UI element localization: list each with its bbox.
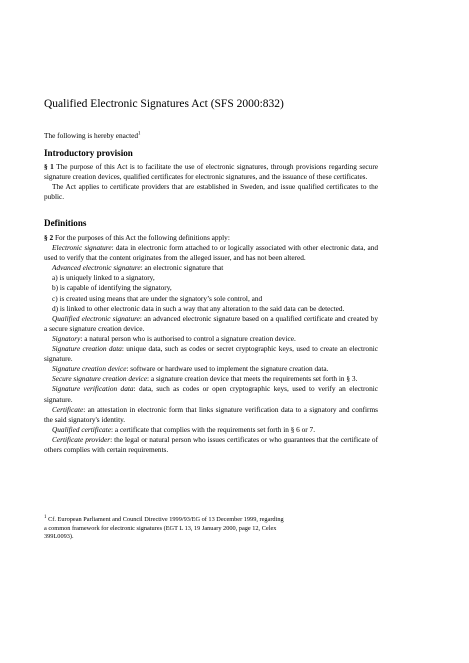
definition-text: : an advanced electronic signature based on a qualified certificate and created by a secure signature creation device. xyxy=(44,313,378,333)
section-1-paragraph xyxy=(44,162,378,182)
section-2-intro xyxy=(44,233,378,243)
footnote-text: Cf. European Parliament and Council Directive 1999/93/EG of 13 December 1999, regarding a common framework for electronic signatures (EGT L 13, 19 January 2000, page 12, Celex 399L0093). xyxy=(44,516,284,541)
list-item-d: d) is linked to other electronic data in such a way that any alteration to the said data can be detected. xyxy=(52,303,345,313)
term-secure-device: Secure signature creation device xyxy=(52,374,148,384)
term-verification-data: Signature verification data xyxy=(52,384,134,394)
introductory-heading: Introductory provision xyxy=(44,148,133,158)
footnote-marker: 1 xyxy=(44,514,47,520)
definition-qualified-signature xyxy=(44,314,378,334)
definition-text: : software or hardware used to implement the signature creation data. xyxy=(126,364,329,374)
definition-text: : data in electronic form attached to or logically associated with other electronic data, and used to verify that the content originates from the alleged issuer, and has not been altered. xyxy=(44,243,378,263)
term-electronic-signature: Electronic signature xyxy=(52,243,112,253)
enactment-text: The following is hereby enacted xyxy=(44,131,139,140)
section-1-paragraph-2: The Act applies to certificate providers that are established in Sweden, and issue qualified certificates to the public. xyxy=(44,182,378,202)
section-1-label: § 1 xyxy=(44,162,54,171)
footnote-reference[interactable]: 1 xyxy=(138,131,141,137)
definition-creation-data xyxy=(44,344,378,364)
introductory-section xyxy=(44,162,378,202)
section-1-text: The purpose of this Act is to facilitate the use of electronic signatures, through provisions regarding secure signature creation devices, qualified certificates for electronic signatures, and the issuance of these certificates. xyxy=(44,162,378,182)
term-signatory: Signatory xyxy=(52,333,81,343)
footnote xyxy=(44,516,284,542)
term-creation-data: Signature creation data xyxy=(52,344,122,354)
term-certificate-provider: Certificate provider xyxy=(52,434,111,444)
definition-secure-device xyxy=(44,374,378,384)
term-advanced-signature: Advanced electronic signature xyxy=(52,263,141,273)
definition-text: : an attestation in electronic form that links signature verification data to a signatory and confirms the said signatory's identity. xyxy=(44,404,378,424)
definition-creation-device xyxy=(44,364,378,374)
section-2-label: § 2 xyxy=(44,233,54,242)
definition-text: : unique data, such as codes or secret cryptographic keys, used to create an electronic signature. xyxy=(44,344,378,364)
term-certificate: Certificate xyxy=(52,404,84,414)
definition-text: : data, such as codes or open cryptographic keys, used to verify an electronic signature. xyxy=(44,384,378,404)
term-qualified-certificate: Qualified certificate xyxy=(52,424,111,434)
definition-text: : the legal or natural person who issues certificates or who guarantees that the certificate of others complies with certain requirements. xyxy=(44,434,379,454)
term-qualified-signature: Qualified electronic signature xyxy=(52,313,140,323)
term-creation-device: Signature creation device xyxy=(52,364,127,374)
definition-verification-data xyxy=(44,384,378,404)
enactment-clause xyxy=(44,131,378,141)
definitions-section xyxy=(44,233,378,455)
list-item-b: b) is capable of identifying the signatory, xyxy=(52,283,172,293)
list-item-c: c) is created using means that are under the signatory’s sole control, and xyxy=(52,293,263,303)
list-item-a: a) is uniquely linked to a signatory, xyxy=(52,273,155,283)
definition-qualified-certificate xyxy=(44,425,378,435)
definition-text: : an electronic signature that xyxy=(140,263,224,273)
definition-text: : a signature creation device that meets the requirements set forth in § 3. xyxy=(147,374,358,384)
definition-text: : a natural person who is authorised to control a signature creation device. xyxy=(80,333,296,343)
document-title: Qualified Electronic Signatures Act (SFS 2000:832) xyxy=(44,98,284,110)
definitions-heading: Definitions xyxy=(44,218,87,228)
definition-advanced-signature xyxy=(44,263,378,273)
definition-electronic-signature xyxy=(44,243,378,263)
definition-text: : a certificate that complies with the requirements set forth in § 6 or 7. xyxy=(110,424,316,434)
section-2-intro-text: For the purposes of this Act the following definitions apply: xyxy=(53,233,230,242)
definition-certificate xyxy=(44,405,378,425)
definition-signatory xyxy=(44,334,378,344)
definition-certificate-provider xyxy=(44,435,378,455)
